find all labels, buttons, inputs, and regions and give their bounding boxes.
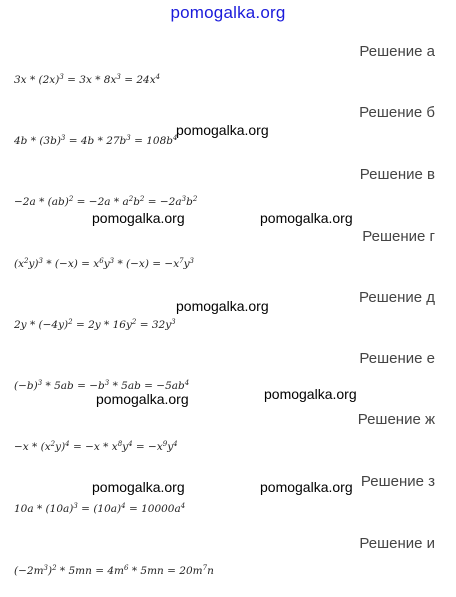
solution-formula-d: $2y * (-4y)^2 = 2y * 16y^2 = 32y^3$ [14, 318, 176, 331]
solution-formula-g: $(x^2y)^3 * (-x) = x^6y^3 * (-x) = -x^7y^3$ [14, 257, 195, 270]
solution-heading-v: Решение в [359, 166, 435, 183]
watermark-text: pomogalka.org [92, 210, 185, 226]
watermark-text: pomogalka.org [96, 391, 189, 407]
watermark-text: pomogalka.org [176, 122, 269, 138]
solution-formula-a: $3x * (2x)^3 = 3x * 8x^3 = 24x^4$ [14, 73, 161, 86]
solution-formula-b: $4b * (3b)^3 = 4b * 27b^3 = 108b^4$ [14, 134, 178, 147]
solution-formula-v: $-2a * (ab)^2 = -2a * a^2b^2 = -2a^3b^2$ [14, 195, 198, 208]
solution-heading-g: Решение г [362, 228, 435, 245]
solution-heading-zh: Решение ж [357, 411, 435, 428]
watermark-text: pomogalka.org [264, 386, 357, 402]
solution-formula-z: $10a * (10a)^3 = (10a)^4 = 10000a^4$ [14, 502, 186, 515]
site-header-link[interactable]: pomogalka.org [170, 3, 286, 22]
solution-formula-e: $(-b)^3 * 5ab = -b^3 * 5ab = -5ab^4$ [14, 379, 190, 392]
watermark-text: pomogalka.org [260, 479, 353, 495]
solution-heading-d: Решение д [359, 289, 435, 306]
solution-heading-z: Решение з [360, 473, 435, 490]
solution-heading-a: Решение а [359, 43, 435, 60]
solution-heading-i: Решение и [359, 535, 435, 552]
watermark-text: pomogalka.org [92, 479, 185, 495]
watermark-text: pomogalka.org [176, 298, 269, 314]
solution-formula-i: $(-2m^3)^2 * 5mn = 4m^6 * 5mn = 20m^7n$ [14, 564, 214, 577]
solution-formula-zh: $-x * (x^2y)^4 = -x * x^8y^4 = -x^9y^4$ [14, 440, 178, 453]
solution-heading-b: Решение б [359, 104, 435, 121]
watermark-text: pomogalka.org [260, 210, 353, 226]
solution-heading-e: Решение е [359, 350, 435, 367]
